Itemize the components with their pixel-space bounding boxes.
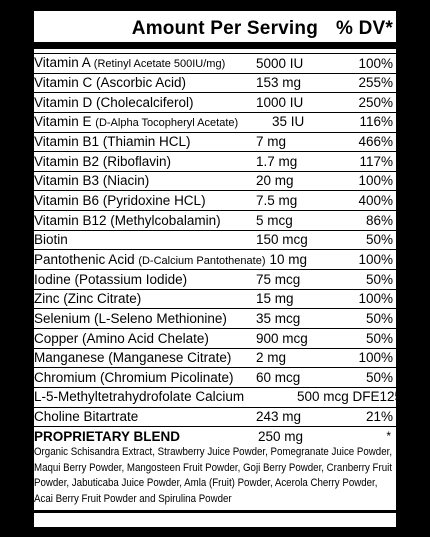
nutrient-dv: 255% [358,75,393,91]
nutrient-row [34,191,396,211]
nutrient-name-text: Vitamin C (Ascorbic Acid) [34,75,187,91]
nutrient-dv: 466% [358,134,393,150]
nutrient-row [34,368,396,388]
nutrient-amount: 20 mg [256,173,294,189]
nutrient-name [34,174,149,188]
nutrient-amount: 1.7 mg [256,153,298,169]
nutrient-name-text: Biotin [34,232,68,248]
nutrient-row [34,231,396,251]
nutrient-row [34,349,396,369]
percent-dv-heading: % DV* [336,18,393,39]
nutrient-amount: 153 mg [256,75,302,91]
nutrient-name [34,135,191,149]
nutrient-name-text: Manganese (Manganese Citrate) [34,350,232,366]
nutrient-dv: 117% [359,153,393,169]
nutrient-name [34,76,186,90]
nutrient-name [34,233,68,247]
nutrient-amount: 500 mcg DFE [297,389,380,405]
nutrient-name [34,312,227,326]
nutrient-name-text: Vitamin B3 (Niacin) [34,173,150,189]
nutrient-row [34,388,415,408]
nutrient-name [34,351,231,365]
nutrient-name-text: Choline Bitartrate [34,409,139,425]
blend-amount: 250 mg [258,429,304,445]
nutrient-amount: 60 mcg [256,369,301,385]
nutrient-name [34,214,221,228]
nutrient-name-text: Copper (Amino Acid Chelate) [34,330,209,346]
blend-ingredients: Organic Schisandra Extract, Strawberry Juice Powder, Pomegranate Juice Powder, Maqui Berry Powder, Mangosteen Fruit Powder, Goji Berry Powder, Cranberry Fruit Powder, Jabuticaba Juice Powder, Amla (Fruit) Powder, Acerola Cherry Powder, Acai Berry Fruit Powder and Spirulina Powder [34,446,393,505]
nutrient-row [34,152,396,172]
nutrient-amount: 150 mcg [256,232,308,248]
nutrient-name-text: Pantothenic Acid [34,251,139,267]
nutrient-row [34,53,396,74]
nutrient-dv: 50% [365,330,393,346]
nutrient-name [34,410,138,424]
nutrient-dv: 100% [358,350,393,366]
nutrient-name-text: Vitamin B1 (Thiamin HCL) [34,134,191,150]
nutrient-name [34,115,238,129]
nutrient-name [34,390,244,404]
thick-divider [34,42,396,49]
nutrient-dv: 50% [365,310,393,326]
nutrient-amount: 35 mcg [256,310,301,326]
top-black-bar [33,0,397,11]
nutrient-amount: 1000 IU [256,94,304,110]
nutrient-dv: 100% [358,173,393,189]
nutrient-name [34,56,225,70]
nutrient-amount: 243 mg [256,409,302,425]
nutrient-amount: 15 mg [256,291,294,307]
nutrient-name [34,253,266,267]
nutrient-amount: 10 mg [269,251,308,267]
nutrient-name-text: Vitamin B2 (Riboflavin) [34,153,172,169]
nutrient-name-text: Selenium (L-Seleno Methionine) [34,310,227,326]
blend-dv: * [386,429,391,444]
nutrient-row [34,133,396,153]
blend-header-row [34,429,396,445]
nutrient-amount: 5000 IU [256,55,304,71]
nutrient-row [34,270,396,290]
nutrient-dv: 100% [358,291,393,307]
nutrient-amount: 2 mg [256,350,287,366]
nutrient-row [34,211,396,231]
nutrient-dv: 400% [358,193,393,209]
nutrient-name [34,273,187,287]
nutrient-detail: (Retinyl Acetate 500IU/mg) [93,58,226,71]
nutrient-amount: 35 IU [272,114,305,130]
nutrient-name [34,371,234,385]
nutrient-row [34,113,396,133]
nutrient-name-text: Iodine (Potassium Iodide) [34,271,188,287]
nutrient-amount: 75 mcg [256,271,301,287]
nutrient-row [34,172,396,192]
nutrient-row [34,309,396,329]
nutrient-name [34,332,209,346]
nutrient-name [34,292,141,306]
nutrient-name [34,96,194,110]
blend-title: PROPRIETARY BLEND [34,429,181,445]
nutrient-name-text: Vitamin D (Cholecalciferol) [34,94,194,110]
nutrient-dv: 50% [365,232,393,248]
nutrient-dv: 50% [365,369,393,385]
nutrient-dv: 125% [379,389,415,405]
bottom-black-bar [33,527,397,537]
nutrient-dv: 250% [358,94,393,110]
nutrient-detail: (D-Calcium Pantothenate) [138,254,266,267]
nutrient-name-text: Vitamin B12 (Methylcobalamin) [34,212,221,228]
nutrient-name-text: Vitamin A [34,55,94,71]
nutrient-row [34,408,396,428]
nutrient-amount: 7.5 mg [256,193,298,209]
nutrient-dv: 21% [365,409,393,425]
nutrient-row [34,250,396,270]
nutrient-row [34,74,396,94]
nutrient-name [34,194,206,208]
column-header [34,11,396,40]
nutrient-name-text: Vitamin E [34,114,96,130]
amount-per-serving-heading: Amount Per Serving [131,18,319,39]
nutrient-amount: 900 mcg [256,330,308,346]
nutrient-name [34,155,171,169]
nutrient-row [34,290,396,310]
nutrient-dv: 86% [365,212,393,228]
nutrient-dv: 100% [358,251,393,267]
nutrient-row [34,329,396,349]
proprietary-blend [34,427,396,513]
nutrient-dv: 116% [359,114,393,130]
nutrient-amount: 5 mcg [256,212,293,228]
nutrient-name-text: L-5-Methyltetrahydrofolate Calcium [34,389,245,405]
nutrient-name-text: Chromium (Chromium Picolinate) [34,369,234,385]
nutrient-name-text: Zinc (Zinc Citrate) [34,291,142,307]
nutrient-row [34,93,396,113]
nutrient-detail: (D-Alpha Tocopheryl Acetate) [95,117,239,130]
nutrient-dv: 100% [358,55,393,71]
nutrient-amount: 7 mg [256,134,287,150]
nutrient-dv: 50% [365,271,393,287]
nutrient-list [34,53,415,427]
nutrient-name-text: Vitamin B6 (Pyridoxine HCL) [34,193,206,209]
